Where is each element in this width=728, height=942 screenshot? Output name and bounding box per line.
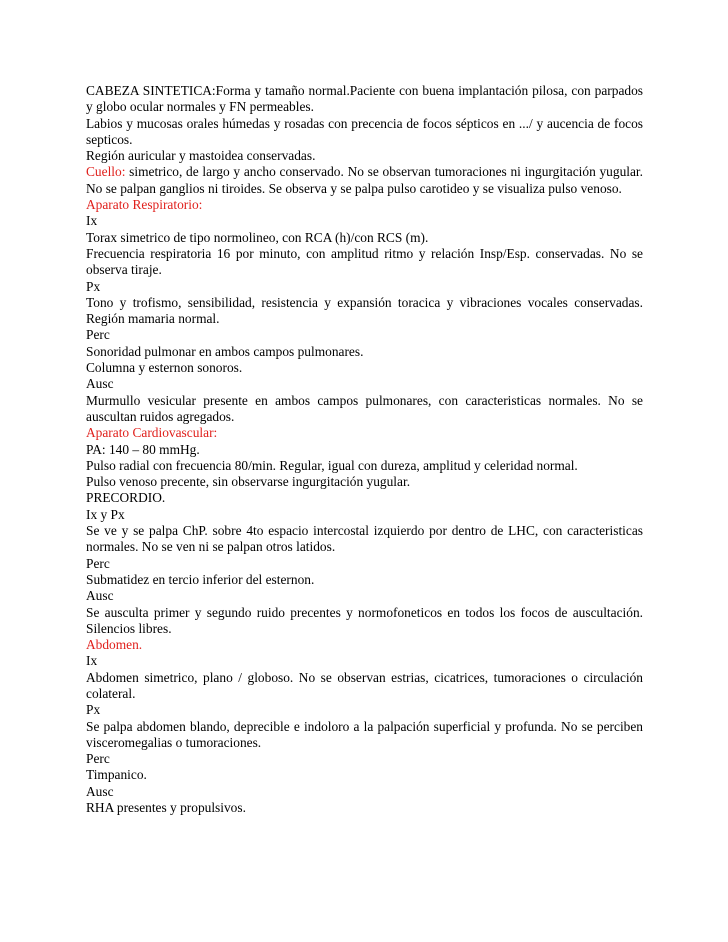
neck-exam-text: simetrico, de largo y ancho conservado. No se observan tumoraciones ni ingurgitación yugular. No se palpan ganglios ni tiroides. Se observa y se palpa pulso carotideo y se visualiza pulso venoso. <box>86 164 643 196</box>
neck-exam-paragraph <box>86 164 643 197</box>
neck-heading: Cuello: <box>86 164 126 180</box>
respiratory-perc-label: Perc <box>86 327 110 343</box>
head-exam-paragraph: CABEZA SINTETICA:Forma y tamaño normal.Paciente con buena implantación pilosa, con parpados y globo ocular normales y FN permeables. <box>86 83 643 115</box>
abdomen-auscultation-line: RHA presentes y propulsivos. <box>86 800 246 816</box>
cardiovascular-heading: Aparato Cardiovascular: <box>86 425 218 441</box>
abdomen-percussion-line: Timpanico. <box>86 767 147 783</box>
venous-pulse-line: Pulso venoso precente, sin observarse ingurgitación yugular. <box>86 474 411 490</box>
respiratory-ausc-label: Ausc <box>86 376 114 392</box>
cardio-ausc-label: Ausc <box>86 588 114 604</box>
respiratory-percussion-line-2: Columna y esternon sonoros. <box>86 360 243 376</box>
ear-exam-paragraph: Región auricular y mastoidea conservadas. <box>86 148 316 164</box>
document-page <box>86 83 643 816</box>
radial-pulse-line: Pulso radial con frecuencia 80/min. Regular, igual con dureza, amplitud y celeridad normal. <box>86 457 578 473</box>
respiratory-auscultation-paragraph: Murmullo vesicular presente en ambos campos pulmonares, con caracteristicas normales. No se auscultan ruidos agregados. <box>86 392 643 424</box>
cardio-inspection-paragraph: Se ve y se palpa ChP. sobre 4to espacio intercostal izquierdo por dentro de LHC, con caracteristicas normales. No se ven ni se palpan otros latidos. <box>86 523 643 555</box>
abdomen-px-label: Px <box>86 702 101 718</box>
cardio-percussion-line: Submatidez en tercio inferior del esternon. <box>86 571 315 587</box>
abdomen-palpation-paragraph: Se palpa abdomen blando, deprecible e indoloro a la palpación superficial y profunda. No se perciben visceromegalias o tumoraciones. <box>86 718 643 750</box>
abdomen-perc-label: Perc <box>86 751 110 767</box>
cardio-ix-px-label: Ix y Px <box>86 506 125 522</box>
abdomen-ix-label: Ix <box>86 653 98 669</box>
respiratory-palpation-paragraph: Tono y trofismo, sensibilidad, resistencia y expansión toracica y vibraciones vocales conservadas. Región mamaria normal. <box>86 294 643 327</box>
abdomen-heading: Abdomen. <box>86 637 143 653</box>
mouth-exam-paragraph: Labios y mucosas orales húmedas y rosadas con precencia de focos sépticos en .../ y aucencia de focos septicos. <box>86 115 643 147</box>
respiratory-ix-label: Ix <box>86 213 98 229</box>
respiratory-inspection-line: Torax simetrico de tipo normolineo, con RCA (h)/con RCS (m). <box>86 229 429 245</box>
blood-pressure-line: PA: 140 – 80 mmHg. <box>86 441 200 457</box>
cardio-perc-label: Perc <box>86 555 110 571</box>
respiratory-frequency-paragraph: Frecuencia respiratoria 16 por minuto, con amplitud ritmo y relación Insp/Esp. conservadas. No se observa tiraje. <box>86 245 643 278</box>
respiratory-px-label: Px <box>86 278 101 294</box>
abdomen-ausc-label: Ausc <box>86 783 114 799</box>
respiratory-percussion-line-1: Sonoridad pulmonar en ambos campos pulmonares. <box>86 343 364 359</box>
precordium-label: PRECORDIO. <box>86 490 166 506</box>
cardio-auscultation-paragraph: Se ausculta primer y segundo ruido precentes y normofoneticos en todos los focos de auscultación. Silencios libres. <box>86 604 643 636</box>
respiratory-heading: Aparato Respiratorio: <box>86 197 203 213</box>
abdomen-inspection-paragraph: Abdomen simetrico, plano / globoso. No se observan estrias, cicatrices, tumoraciones o circulación colateral. <box>86 669 643 701</box>
